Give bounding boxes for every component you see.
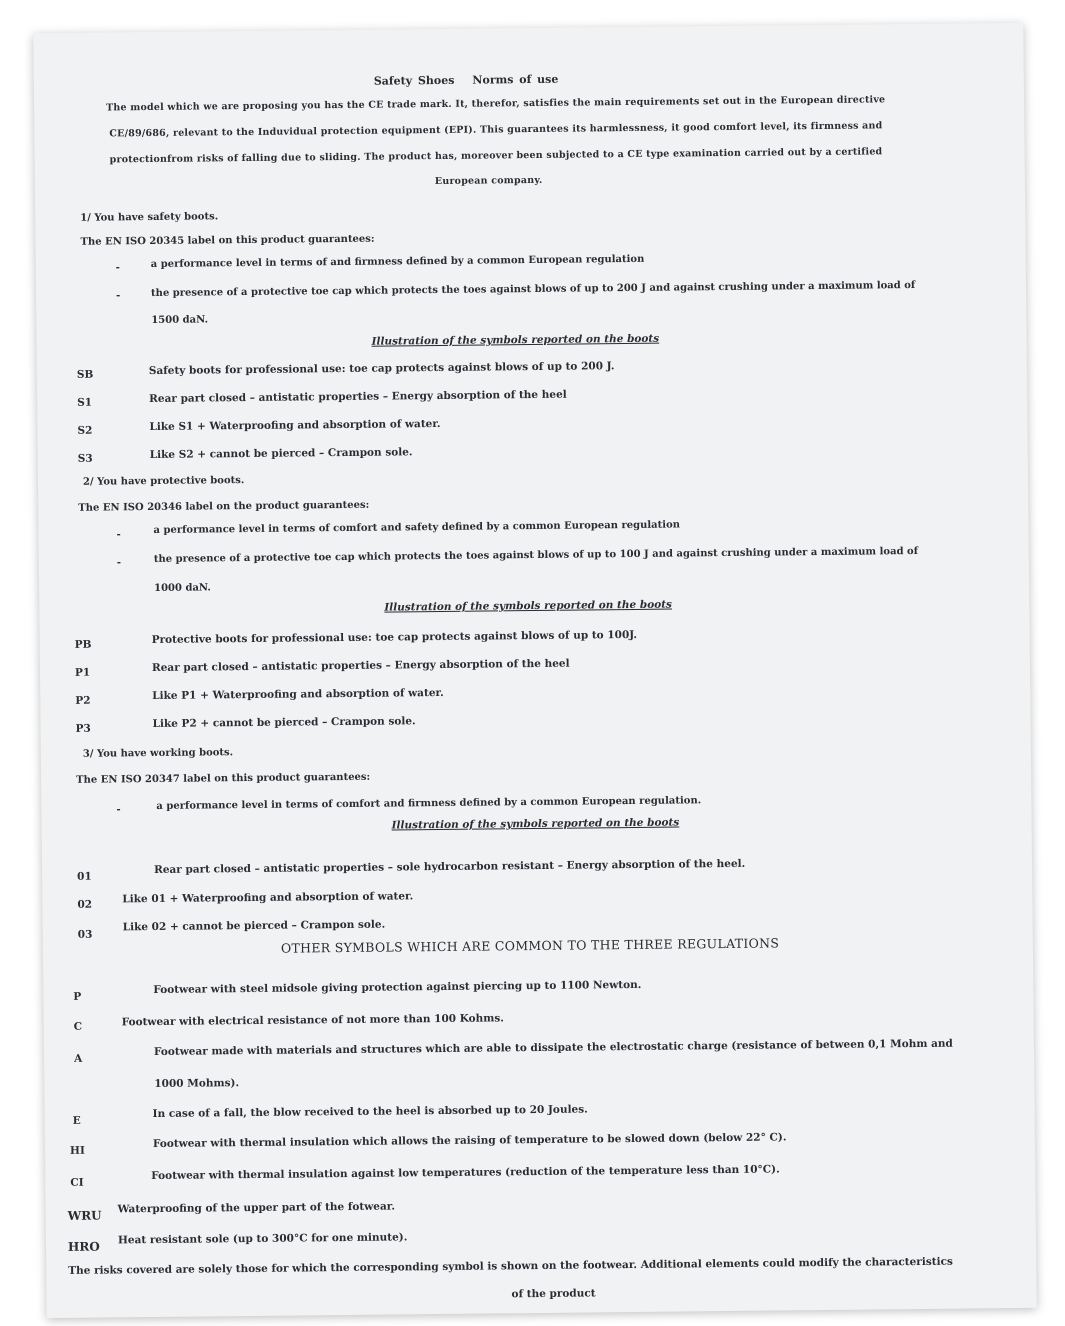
section1-bullet: the presence of a protective toe cap which protects the toes against blows of up to 200 J and against crushing under a maximum load of: [150, 279, 916, 299]
symbol-description: Protective boots for professional use: toe cap protects against blows of up to 100J.: [151, 628, 638, 647]
symbol-description: Heat resistant sole (up to 300°C for one minute).: [117, 1231, 408, 1247]
section3-bullet: a performance level in terms of comfort and firmness defined by a common European regulation.: [156, 795, 702, 812]
symbol-code: 03: [77, 928, 93, 941]
intro-line: CE/89/686, relevant to the Induvidual protection equipment (EPI). This guarantees its harmlessness, it good comfort level, its firmness and: [109, 120, 883, 140]
footer-line: of the product: [511, 1287, 596, 1301]
symbol-description: Like P2 + cannot be pierced – Crampon sole.: [152, 715, 416, 731]
symbol-description: Like S1 + Waterproofing and absorption of water.: [149, 417, 441, 434]
section1-bullet: 1500 daN.: [151, 314, 209, 326]
document-sheet: [33, 23, 1036, 1318]
section3-label: The EN ISO 20347 label on this product guarantees:: [76, 771, 371, 786]
title-left: Safety Shoes: [373, 73, 455, 88]
section2-illustration-heading: Illustration of the symbols reported on the boots: [384, 598, 673, 614]
symbol-code: WRU: [67, 1208, 102, 1223]
bullet-dash: -: [116, 804, 121, 816]
symbol-code: 01: [77, 870, 92, 883]
symbol-code: P3: [75, 722, 91, 735]
section2-heading: 2/ You have protective boots.: [82, 475, 245, 488]
section1-illustration-heading: Illustration of the symbols reported on the boots: [371, 332, 660, 348]
symbol-code: HI: [69, 1144, 85, 1157]
section2-bullet: 1000 daN.: [154, 582, 211, 594]
section2-label: The EN ISO 20346 label on the product guarantees:: [78, 499, 370, 514]
section1-label: The EN ISO 20345 label on this product guarantees:: [80, 233, 375, 248]
symbol-code: C: [73, 1020, 83, 1033]
intro-line: protectionfrom risks of falling due to sliding. The product has, moreover been subjected to a CE type examination carried out by a certified: [109, 146, 883, 166]
symbol-description: Footwear with electrical resistance of not more than 100 Kohms.: [121, 1012, 504, 1029]
section3-heading: 3/ You have working boots.: [82, 747, 234, 760]
section1-bullet: a performance level in terms of and firmness defined by a common European regulation: [150, 253, 645, 271]
symbol-code: A: [73, 1052, 83, 1065]
symbol-description: Like 01 + Waterproofing and absorption of water.: [122, 890, 414, 906]
symbol-description: In case of a fall, the blow received to the heel is absorbed up to 20 Joules.: [152, 1103, 588, 1121]
symbol-description: Like S2 + cannot be pierced – Crampon sole.: [149, 446, 413, 462]
symbol-description: Footwear made with materials and structures which are able to dissipate the electrostatic charge (resistance of between 0,1 Mohm and: [153, 1037, 953, 1059]
section2-bullet: the presence of a protective toe cap which protects the toes against blows of up to 100 J and against crushing under a maximum load of: [153, 545, 919, 565]
symbol-description: Like P1 + Waterproofing and absorption of water.: [152, 686, 444, 703]
symbol-description: Rear part closed – antistatic properties – Energy absorption of the heel: [151, 657, 570, 675]
section3-illustration-heading: Illustration of the symbols reported on the boots: [391, 816, 680, 832]
document-title: [374, 73, 559, 88]
symbol-code: P: [73, 990, 82, 1003]
symbol-code: PB: [74, 638, 92, 651]
section2-bullet: a performance level in terms of comfort and safety defined by a common European regulation: [153, 519, 681, 536]
symbol-description: Footwear with thermal insulation against low temperatures (reduction of the temperature less than 10°C).: [151, 1163, 780, 1183]
bullet-dash: -: [115, 262, 120, 274]
symbol-code: HRO: [67, 1239, 100, 1254]
symbol-description: Safety boots for professional use: toe cap protects against blows of up to 200 J.: [148, 360, 615, 378]
title-right: Norms of use: [472, 72, 559, 87]
symbol-description-continued: 1000 Mohms).: [154, 1077, 240, 1091]
symbol-description: Footwear with steel midsole giving protection against piercing up to 1100 Newton.: [153, 978, 642, 997]
symbol-code: E: [72, 1114, 81, 1127]
bullet-dash: -: [116, 557, 122, 569]
symbol-description: Footwear with thermal insulation which allows the raising of temperature to be slowed down (below 22° C).: [152, 1131, 787, 1151]
bullet-dash: -: [115, 290, 121, 302]
symbol-code: 02: [77, 898, 93, 911]
symbol-description: Like 02 + cannot be pierced – Crampon sole.: [122, 918, 386, 934]
bullet-dash: -: [116, 529, 121, 541]
symbol-description: Waterproofing of the upper part of the fotwear.: [117, 1200, 396, 1216]
symbol-code: S3: [77, 452, 93, 465]
symbol-code: SB: [76, 368, 94, 381]
symbol-code: CI: [70, 1176, 84, 1189]
symbol-description: Rear part closed – antistatic properties – sole hydrocarbon resistant – Energy absorption of the heel.: [154, 857, 746, 876]
symbol-code: S1: [77, 396, 93, 409]
other-symbols-heading: OTHER SYMBOLS WHICH ARE COMMON TO THE THREE REGULATIONS: [280, 935, 780, 956]
symbol-code: P2: [75, 694, 91, 707]
intro-line: European company.: [434, 174, 543, 188]
symbol-code: S2: [77, 424, 93, 437]
symbol-code: P1: [74, 666, 91, 679]
footer-line: The risks covered are solely those for which the corresponding symbol is shown on the footwear. Additional elements could modify the characteristics: [68, 1255, 953, 1277]
symbol-description: Rear part closed – antistatic properties – Energy absorption of the heel: [149, 388, 567, 406]
section1-heading: 1/ You have safety boots.: [80, 211, 219, 224]
intro-line: The model which we are proposing you has the CE trade mark. It, therefor, satisfies the main requirements set out in the European directive: [106, 94, 886, 114]
